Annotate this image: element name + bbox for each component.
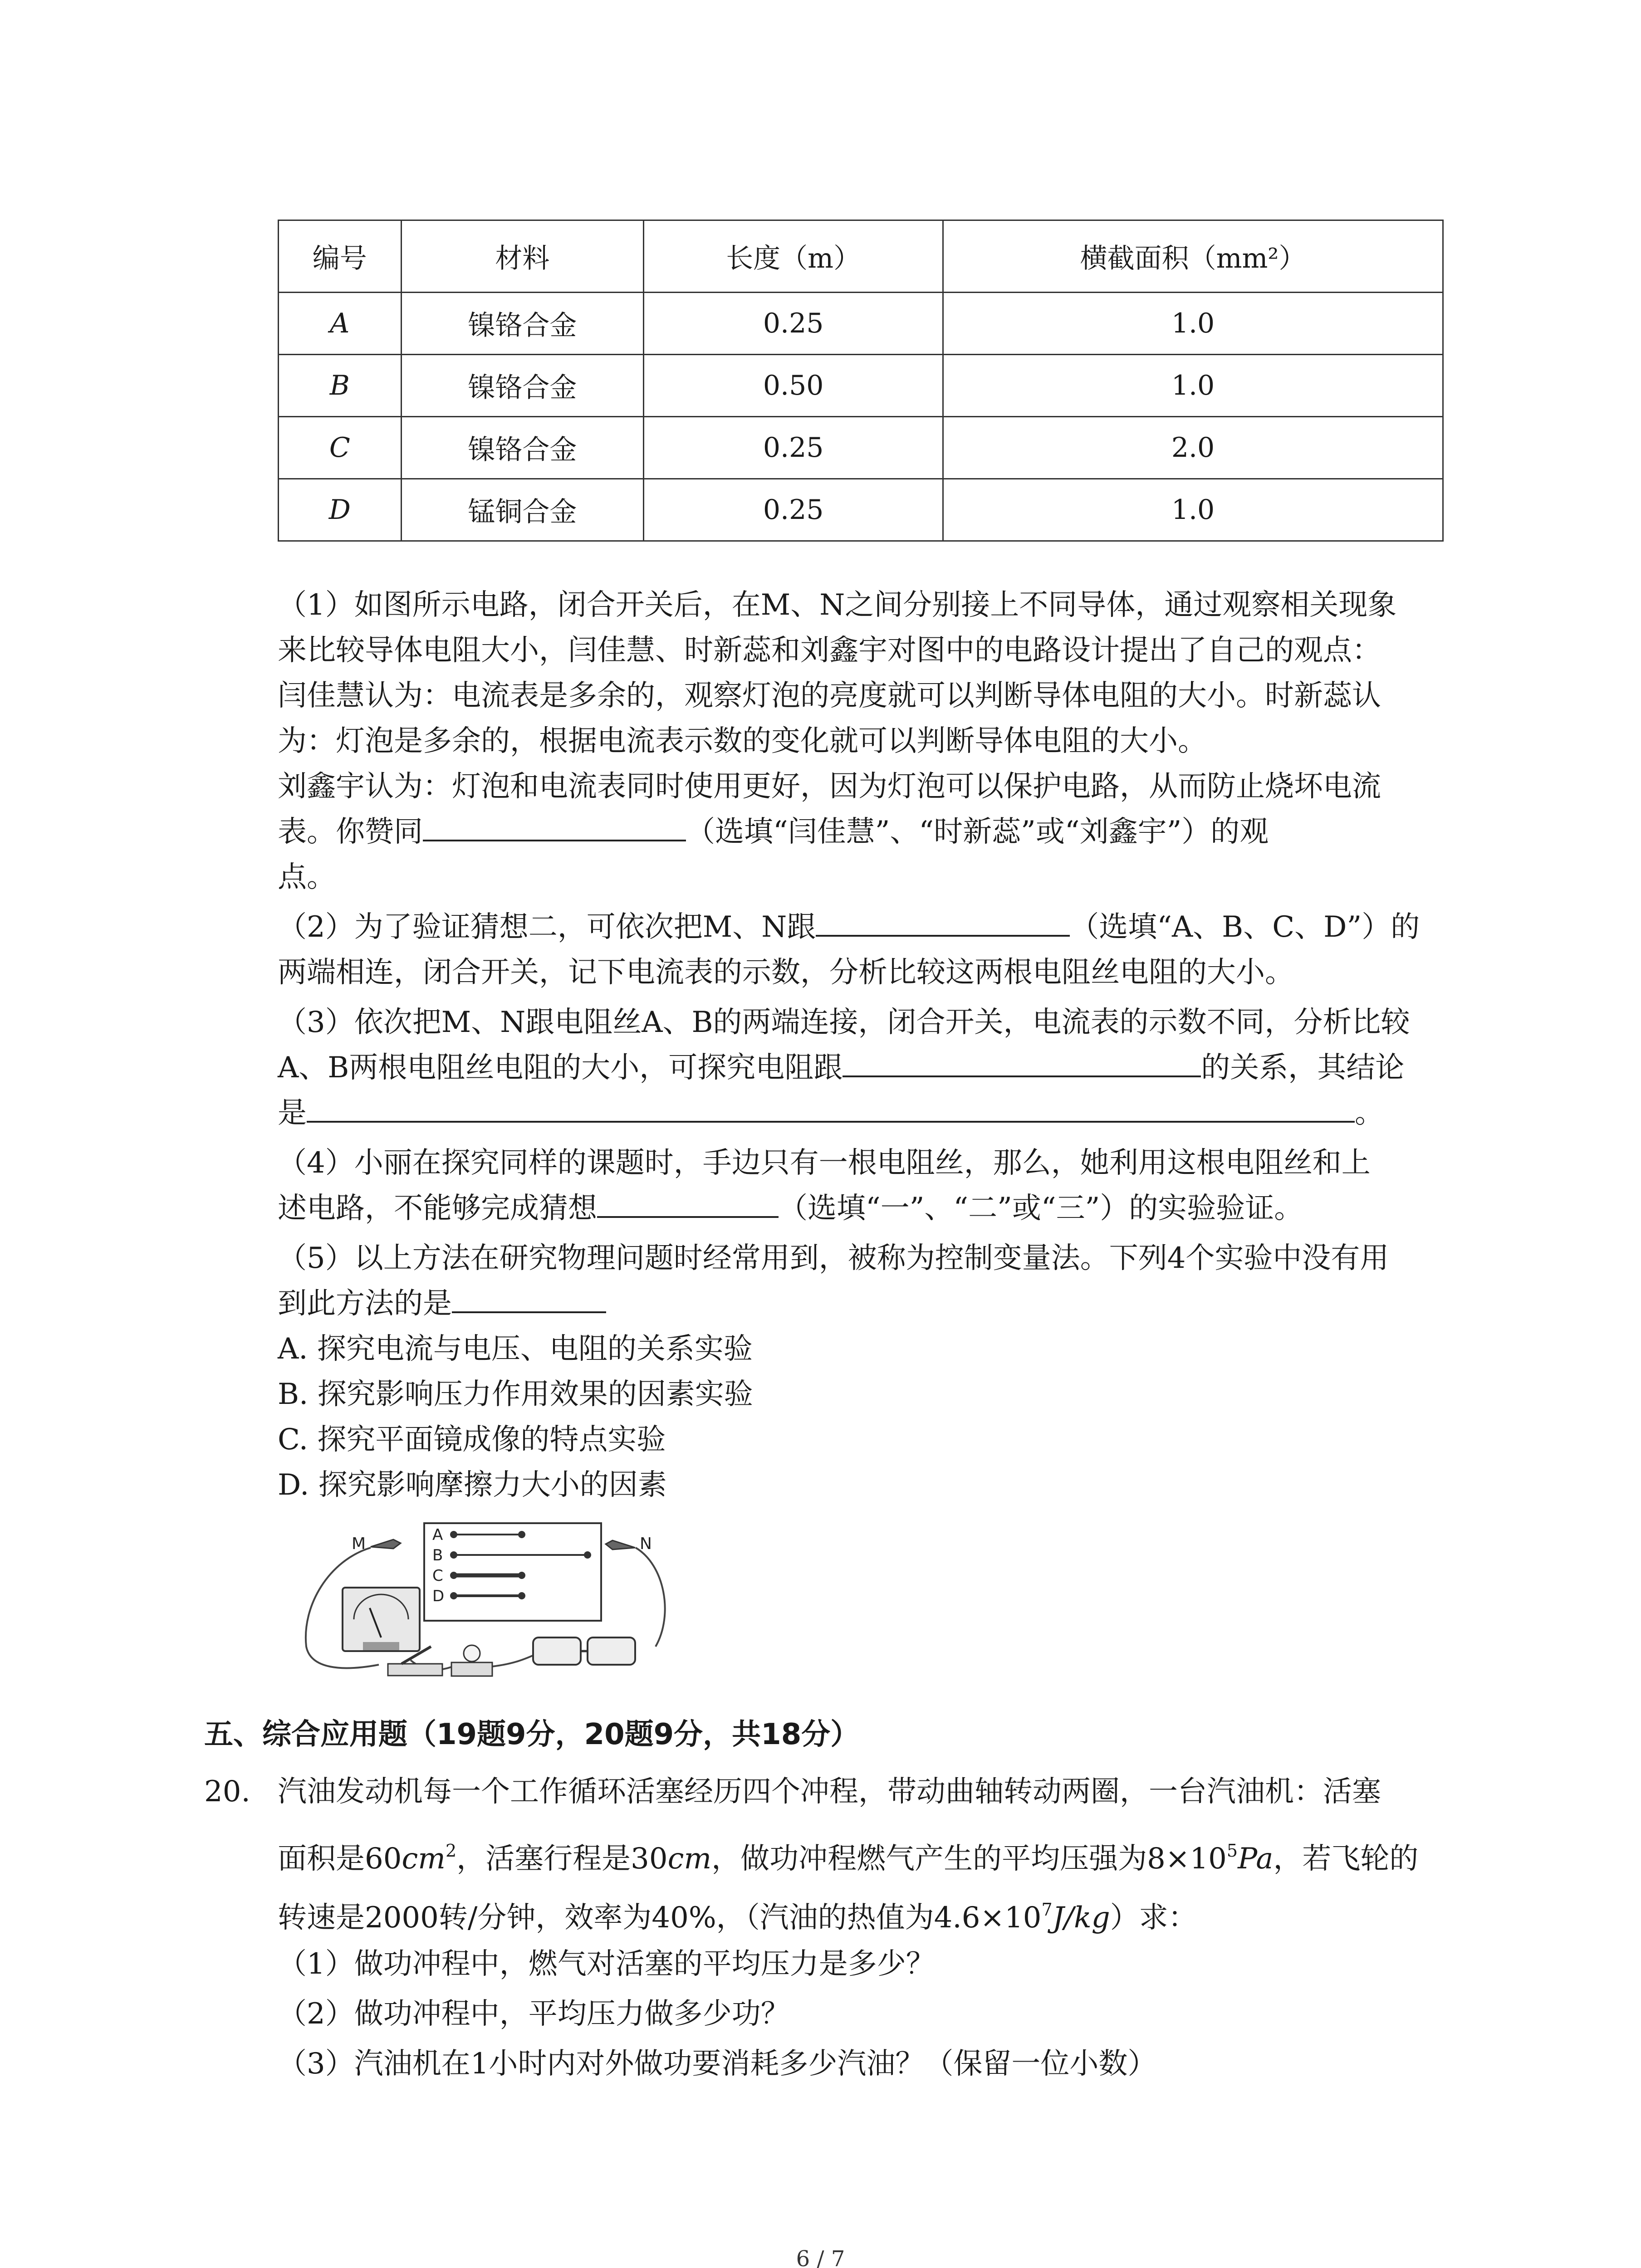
wire-label: D <box>432 1587 445 1605</box>
question-number: 20. <box>204 1775 250 1809</box>
page-number: 6 / 7 <box>796 2246 845 2268</box>
wire-label: C <box>432 1567 443 1585</box>
text-line <box>278 1281 606 1326</box>
text-line: 为：灯泡是多余的，根据电流表示数的变化就可以判断导体电阻的大小。 <box>278 724 1207 758</box>
table-cell: 镍铬合金 <box>401 417 644 479</box>
wire-board <box>424 1523 601 1621</box>
text-segment: 述电路，不能够完成猜想 <box>278 1192 597 1225</box>
table-row <box>279 479 1443 541</box>
text-line: （1）如图所示电路，闭合开关后，在M、N之间分别接上不同导体，通过观察相关现象 <box>278 588 1397 622</box>
unit: J/kg <box>1052 1901 1110 1935</box>
text-line: 闫佳慧认为：电流表是多余的，观察灯泡的亮度就可以判断导体电阻的大小。时新蕊认 <box>278 679 1381 713</box>
option-a: A. 探究电流与电压、电阻的关系实验 <box>278 1332 753 1366</box>
table-header: 材料 <box>401 220 644 293</box>
clip-m-icon <box>371 1540 401 1549</box>
text-line: 汽油发动机每一个工作循环活塞经历四个冲程，带动曲轴转动两圈，一台汽油机：活塞 <box>278 1775 1381 1809</box>
text-segment: （选填“一”、“二”或“三”）的实验验证。 <box>779 1192 1303 1225</box>
table-cell: 0.25 <box>644 479 943 541</box>
text-segment: （选填“A、B、C、D”）的 <box>1070 910 1420 944</box>
option-d: D. 探究影响摩擦力大小的因素 <box>278 1468 667 1502</box>
text-line: 两端相连，闭合开关，记下电流表的示数，分析比较这两根电阻丝电阻的大小。 <box>278 956 1294 989</box>
text-line <box>278 1090 1384 1136</box>
unit: Pa <box>1238 1842 1274 1876</box>
bulb-icon <box>451 1662 492 1676</box>
text-line: （3）依次把M、N跟电阻丝A、B的两端连接，闭合开关，电流表的示数不同，分析比较 <box>278 1006 1410 1039</box>
text-segment: 转速是2000转/分钟，效率为40%，（汽油的热值为4.6×10 <box>278 1901 1042 1935</box>
unit: cm <box>667 1842 712 1876</box>
option-b: B. 探究影响压力作用效果的因素实验 <box>278 1378 753 1411</box>
text-segment: 是 <box>278 1096 307 1130</box>
table-row <box>279 293 1443 355</box>
wire-label: B <box>432 1546 443 1564</box>
text-segment: 的关系，其结论 <box>1201 1051 1405 1085</box>
text-line: 面积是$60cm^2$，活塞行程是30cm，做功冲程燃气产生的平均压强为$8\times 10^5Pa$，若飞轮的 <box>278 1841 1419 1876</box>
text-segment: 面积是60 <box>278 1842 402 1876</box>
battery-icon <box>588 1637 635 1665</box>
text-segment: 表。你赞同 <box>278 815 423 849</box>
table-cell: 1.0 <box>943 293 1443 355</box>
text-segment: ，活塞行程是30 <box>456 1842 668 1876</box>
text-segment: 到此方法的是 <box>278 1287 452 1320</box>
resistance-wire-table <box>278 220 1444 542</box>
table-cell: A <box>279 293 402 355</box>
table-header: 编号 <box>279 220 402 293</box>
text-line: （5）以上方法在研究物理问题时经常用到，被称为控制变量法。下列4个实验中没有用 <box>278 1242 1389 1275</box>
table-header-row <box>279 220 1443 293</box>
table-cell: B <box>279 355 402 417</box>
table-cell: 0.25 <box>644 293 943 355</box>
answer-blank[interactable] <box>843 1047 1201 1077</box>
table-row <box>279 417 1443 479</box>
terminal-n-label: N <box>640 1535 652 1553</box>
lead-wire <box>636 1548 665 1647</box>
table-cell: C <box>279 417 402 479</box>
answer-blank[interactable] <box>816 907 1070 937</box>
table-cell: 镍铬合金 <box>401 355 644 417</box>
unit: cm <box>402 1842 446 1876</box>
text-segment: ）求： <box>1110 1901 1197 1935</box>
text-line: 点。 <box>278 860 336 894</box>
text-segment: 。 <box>1355 1096 1384 1130</box>
terminal-m-label: M <box>352 1535 366 1553</box>
sub-question: （3）汽油机在1小时内对外做功要消耗多少汽油？（保留一位小数） <box>278 2047 1157 2081</box>
answer-blank[interactable] <box>423 811 686 841</box>
option-c: C. 探究平面镜成像的特点实验 <box>278 1423 666 1457</box>
section-heading: 五、综合应用题（19题9分，20题9分，共18分） <box>204 1718 860 1751</box>
text-segment: （2）为了验证猜想二，可依次把M、N跟 <box>278 910 816 944</box>
sub-question: （2）做功冲程中，平均压力做多少功？ <box>278 1997 790 2031</box>
table-header: 横截面积（mm²） <box>943 220 1443 293</box>
table-cell: 0.50 <box>644 355 943 417</box>
battery-icon <box>533 1637 581 1665</box>
text-segment: （选填“闫佳慧”、“时新蕊”或“刘鑫宇”）的观 <box>686 815 1269 849</box>
text-segment: A、B两根电阻丝电阻的大小，可探究电阻跟 <box>278 1051 843 1085</box>
text-line <box>278 1045 1404 1090</box>
sub-question: （1）做功冲程中，燃气对活塞的平均压力是多少？ <box>278 1947 935 1981</box>
table-cell: 2.0 <box>943 417 1443 479</box>
table-row <box>279 355 1443 417</box>
circuit-diagram <box>274 1515 683 1687</box>
table-cell: D <box>279 479 402 541</box>
table-cell: 1.0 <box>943 479 1443 541</box>
switch-icon <box>388 1664 442 1676</box>
answer-blank[interactable] <box>597 1188 779 1218</box>
answer-blank[interactable] <box>452 1283 606 1313</box>
text-segment: ，做功冲程燃气产生的平均压强为8×10 <box>711 1842 1227 1876</box>
text-line: 转速是2000转/分钟，效率为40%，（汽油的热值为$4.6\times 10^7J/kg$）求： <box>278 1900 1197 1935</box>
clip-n-icon <box>606 1540 635 1549</box>
text-line: （4）小丽在探究同样的课题时，手边只有一根电阻丝，那么，她利用这根电阻丝和上 <box>278 1146 1371 1180</box>
text-line: 来比较导体电阻大小，闫佳慧、时新蕊和刘鑫宇对图中的电路设计提出了自己的观点： <box>278 634 1381 667</box>
text-line <box>278 809 1269 855</box>
table-cell: 0.25 <box>644 417 943 479</box>
text-line <box>278 1186 1303 1231</box>
text-line <box>278 904 1420 950</box>
text-line: 刘鑫宇认为：灯泡和电流表同时使用更好，因为灯泡可以保护电路，从而防止烧坏电流 <box>278 770 1381 803</box>
table-header: 长度（m） <box>644 220 943 293</box>
table-cell: 1.0 <box>943 355 1443 417</box>
wire-label: A <box>432 1526 443 1544</box>
table-cell: 镍铬合金 <box>401 293 644 355</box>
answer-blank[interactable] <box>307 1093 1355 1123</box>
table-cell: 锰铜合金 <box>401 479 644 541</box>
text-segment: ，若飞轮的 <box>1273 1842 1419 1876</box>
